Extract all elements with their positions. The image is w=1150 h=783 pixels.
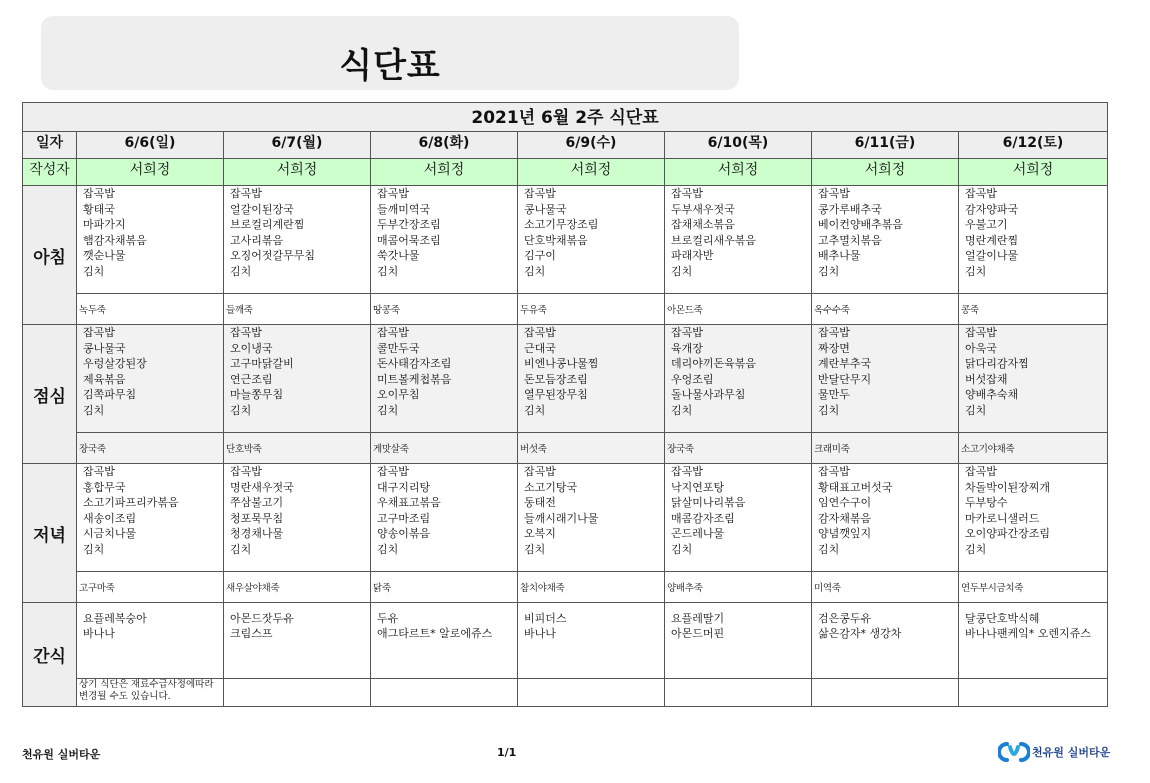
menu-item: 김치 [524, 542, 546, 556]
menu-item: 소고기파프리카볶음 [83, 496, 179, 509]
menu-item: 콩나물국 [83, 341, 126, 355]
snack-note-empty [371, 679, 518, 707]
breakfast-porridge-cell: 땅콩죽 [371, 294, 518, 325]
menu-item: 두부새우젓국 [671, 202, 735, 216]
snack-item: 두유 [377, 612, 399, 625]
dinner-porridge-cell: 참치야채죽 [518, 572, 665, 603]
menu-item: 우불고기 [965, 218, 1008, 231]
snack-cell [665, 603, 812, 679]
menu-item: 쑥갓나물 [377, 249, 420, 262]
menu-item: 차돌박이된장찌개 [965, 480, 1051, 494]
breakfast-cell [665, 186, 812, 294]
lunch-cell [224, 325, 371, 433]
menu-item: 열무된장무침 [524, 388, 588, 401]
footer-logo-text: 천유원 실버타운 [1032, 746, 1111, 759]
menu-item: 돌나물사과무침 [671, 388, 746, 401]
breakfast-cell [518, 186, 665, 294]
menu-item: 양송이볶음 [377, 527, 431, 540]
breakfast-porridge-cell: 아몬드죽 [665, 294, 812, 325]
menu-item: 홍합무국 [83, 480, 126, 494]
menu-item: 잡곡밥 [818, 326, 850, 339]
menu-item: 잡곡밥 [230, 465, 262, 478]
menu-item: 배추나물 [818, 249, 861, 262]
menu-item: 잡곡밥 [230, 187, 262, 200]
menu-item: 김치 [965, 542, 987, 556]
menu-item: 두부간장조림 [377, 218, 441, 231]
writer-cell: 서희정 [812, 159, 959, 186]
menu-item: 육개장 [671, 341, 703, 355]
menu-item: 햄감자채볶음 [83, 233, 147, 247]
date-header: 6/6(일) [77, 132, 224, 159]
snack-item: 아몬드머핀 [671, 627, 725, 640]
menu-item: 물만두 [818, 388, 850, 401]
menu-item: 황태국 [83, 202, 115, 216]
menu-item: 김치 [671, 542, 693, 556]
menu-item: 오이양파간장조림 [965, 527, 1051, 540]
date-header: 6/8(화) [371, 132, 518, 159]
menu-item: 임연수구이 [818, 496, 872, 509]
snack-note-empty [518, 679, 665, 707]
menu-item: 돈모듬장조림 [524, 372, 588, 386]
menu-item: 마카로니샐러드 [965, 511, 1040, 525]
dinner-cell [518, 464, 665, 572]
dinner-cell [665, 464, 812, 572]
snack-item: 바나나 [524, 627, 556, 640]
menu-item: 김치 [83, 542, 105, 556]
menu-item: 잡곡밥 [83, 465, 115, 478]
menu-item: 고사리볶음 [230, 233, 284, 247]
breakfast-label: 아침 [23, 186, 77, 325]
lunch-cell [518, 325, 665, 433]
snack-item: 바나나팬케잌* 오렌지쥬스 [965, 627, 1091, 640]
menu-item: 김치 [965, 264, 987, 278]
menu-item: 고추멸치볶음 [818, 233, 882, 247]
menu-item: 잡곡밥 [671, 326, 703, 339]
menu-item: 고구마조림 [377, 511, 431, 525]
breakfast-porridge-cell: 옥수수죽 [812, 294, 959, 325]
breakfast-cell [77, 186, 224, 294]
menu-item: 잡곡밥 [377, 326, 409, 339]
snack-item: 바나나 [83, 627, 115, 640]
snack-cell [224, 603, 371, 679]
menu-item: 연근조림 [230, 372, 273, 386]
snack-cell [518, 603, 665, 679]
menu-item: 버섯잡채 [965, 372, 1008, 386]
snack-item: 달콩단호박식혜 [965, 612, 1040, 625]
snack-cell [812, 603, 959, 679]
writer-cell: 서희정 [665, 159, 812, 186]
menu-item: 황태표고버섯국 [818, 480, 893, 494]
snack-note-empty [812, 679, 959, 707]
menu-item: 소고기무장조림 [524, 218, 599, 231]
menu-item: 김치 [83, 264, 105, 278]
menu-item: 잡곡밥 [524, 187, 556, 200]
menu-item: 잡곡밥 [377, 465, 409, 478]
menu-item: 시금치나물 [83, 527, 137, 540]
breakfast-porridge-cell: 들깨죽 [224, 294, 371, 325]
menu-item: 브로컬리새우볶음 [671, 233, 757, 247]
meal-plan-table [22, 102, 1108, 707]
menu-item: 김치 [230, 403, 252, 417]
menu-item: 매콤감자조림 [671, 511, 735, 525]
menu-item: 고구마닭갈비 [230, 357, 294, 370]
writer-cell: 서희정 [224, 159, 371, 186]
menu-item: 양배추숙채 [965, 388, 1019, 401]
snack-cell [77, 603, 224, 679]
snack-item: 요플레딸기 [671, 612, 725, 625]
date-header: 6/12(토) [959, 132, 1108, 159]
menu-item: 감자채볶음 [818, 511, 872, 525]
menu-item: 김구이 [524, 249, 556, 262]
menu-item: 깻순나물 [83, 249, 126, 262]
snack-item: 검은콩두유 [818, 612, 872, 625]
dinner-porridge-cell: 연두부시금치죽 [959, 572, 1108, 603]
writer-cell: 서희정 [77, 159, 224, 186]
menu-item: 오이냉국 [230, 341, 273, 355]
dinner-cell [224, 464, 371, 572]
dinner-cell [77, 464, 224, 572]
menu-item: 제육볶음 [83, 372, 126, 386]
lunch-cell [77, 325, 224, 433]
menu-item: 청포묵무침 [230, 511, 284, 525]
menu-item: 계란부추국 [818, 357, 872, 370]
page-title-box [41, 16, 739, 90]
menu-item: 들깨미역국 [377, 202, 431, 216]
snack-item: 아몬드잣두유 [230, 612, 294, 625]
date-row-label: 일자 [23, 132, 77, 159]
menu-item: 닭다리감자찜 [965, 357, 1029, 370]
lunch-porridge-cell: 장국죽 [77, 433, 224, 464]
menu-item: 청경채나물 [230, 527, 284, 540]
menu-item: 짜장면 [818, 341, 850, 355]
dinner-cell [812, 464, 959, 572]
snack-cell [371, 603, 518, 679]
breakfast-porridge-cell: 두유죽 [518, 294, 665, 325]
snack-note-empty [959, 679, 1108, 707]
menu-item: 콩나물국 [524, 202, 567, 216]
menu-item: 낙지연포탕 [671, 480, 725, 494]
menu-item: 김치 [965, 403, 987, 417]
snack-note-empty [224, 679, 371, 707]
menu-item: 새송이조림 [83, 511, 137, 525]
menu-item: 김치 [230, 542, 252, 556]
menu-item: 두부탕수 [965, 496, 1008, 509]
lunch-label: 점심 [23, 325, 77, 464]
menu-item: 잡곡밥 [83, 326, 115, 339]
breakfast-cell [959, 186, 1108, 294]
menu-item: 마파가지 [83, 218, 126, 231]
menu-item: 김쪽파무침 [83, 388, 137, 401]
menu-item: 오복지 [524, 527, 556, 540]
menu-item: 잡곡밥 [524, 326, 556, 339]
menu-item: 명란계란찜 [965, 233, 1019, 247]
lunch-cell [812, 325, 959, 433]
chunyuwon-logo-icon [998, 741, 1030, 763]
snack-note-empty [665, 679, 812, 707]
menu-item: 소고기탕국 [524, 480, 578, 494]
menu-item: 곤드레나물 [671, 527, 725, 540]
menu-item: 오징어젓갈무무침 [230, 249, 316, 262]
menu-item: 김치 [671, 403, 693, 417]
menu-item: 잡곡밥 [671, 465, 703, 478]
menu-item: 김치 [818, 542, 840, 556]
menu-item: 오이무침 [377, 388, 420, 401]
dinner-porridge-cell: 미역죽 [812, 572, 959, 603]
menu-item: 닭살미나리볶음 [671, 496, 746, 509]
menu-item: 동태전 [524, 496, 556, 509]
menu-item: 감자양파국 [965, 202, 1019, 216]
menu-item: 단호박채볶음 [524, 233, 588, 247]
snack-item: 삶은감자* 생강차 [818, 627, 902, 640]
menu-item: 잡곡밥 [524, 465, 556, 478]
menu-item: 콩가루배추국 [818, 202, 882, 216]
menu-item: 잡곡밥 [818, 465, 850, 478]
menu-item: 김치 [524, 264, 546, 278]
menu-item: 양념깻잎지 [818, 527, 872, 540]
breakfast-porridge-cell: 콩죽 [959, 294, 1108, 325]
snack-cell [959, 603, 1108, 679]
lunch-porridge-cell: 버섯죽 [518, 433, 665, 464]
lunch-porridge-cell: 크래미죽 [812, 433, 959, 464]
menu-item: 김치 [524, 403, 546, 417]
menu-item: 얼갈이나물 [965, 249, 1019, 262]
menu-item: 김치 [230, 264, 252, 278]
snack-item: 요플레복숭아 [83, 612, 147, 625]
dinner-label: 저녁 [23, 464, 77, 603]
menu-item: 아욱국 [965, 341, 997, 355]
dinner-porridge-cell: 고구마죽 [77, 572, 224, 603]
snack-label: 간식 [23, 603, 77, 707]
lunch-porridge-cell: 소고기야채죽 [959, 433, 1108, 464]
menu-item: 우엉조림 [671, 372, 714, 386]
date-header: 6/11(금) [812, 132, 959, 159]
snack-note: 상기 식단은 재료수급사정에따라 변경될 수도 있습니다. [77, 679, 224, 707]
menu-item: 반달단무지 [818, 372, 872, 386]
menu-item: 김치 [818, 264, 840, 278]
writer-cell: 서희정 [371, 159, 518, 186]
snack-item: 비피더스 [524, 612, 567, 625]
dinner-porridge-cell: 양배추죽 [665, 572, 812, 603]
date-header: 6/10(목) [665, 132, 812, 159]
dinner-cell [371, 464, 518, 572]
menu-item: 파래자반 [671, 249, 714, 262]
menu-item: 베이컨양배추볶음 [818, 218, 904, 231]
snack-item: 크림스프 [230, 627, 273, 640]
menu-item: 김치 [377, 542, 399, 556]
menu-item: 매콤어묵조림 [377, 233, 441, 247]
menu-item: 미트볼케첩볶음 [377, 372, 452, 386]
breakfast-cell [812, 186, 959, 294]
writer-row-label: 작성자 [23, 159, 77, 186]
page-title: 식단표 [339, 46, 441, 86]
lunch-porridge-cell: 장국죽 [665, 433, 812, 464]
menu-item: 쭈삼불고기 [230, 496, 284, 509]
lunch-cell [371, 325, 518, 433]
menu-item: 김치 [377, 264, 399, 278]
date-header: 6/9(수) [518, 132, 665, 159]
menu-item: 잡곡밥 [377, 187, 409, 200]
menu-item: 명란새우젓국 [230, 480, 294, 494]
footer-page-number: 1/1 [497, 746, 517, 759]
breakfast-cell [224, 186, 371, 294]
footer-logo [998, 741, 1110, 763]
menu-item: 김치 [377, 403, 399, 417]
menu-item: 마늘쫑무침 [230, 388, 284, 401]
snack-item: 애그타르트* 알로에쥬스 [377, 627, 493, 640]
menu-item: 돈사태감자조림 [377, 357, 452, 370]
writer-cell: 서희정 [959, 159, 1108, 186]
breakfast-porridge-cell: 녹두죽 [77, 294, 224, 325]
menu-item: 김치 [818, 403, 840, 417]
menu-item: 우채표고볶음 [377, 496, 441, 509]
footer-org-name: 천유원 실버타운 [22, 748, 101, 761]
lunch-porridge-cell: 게맛살죽 [371, 433, 518, 464]
lunch-cell [665, 325, 812, 433]
menu-item: 잡곡밥 [671, 187, 703, 200]
table-title: 2021년 6월 2주 식단표 [23, 103, 1108, 132]
menu-item: 잡곡밥 [230, 326, 262, 339]
date-header: 6/7(월) [224, 132, 371, 159]
menu-item: 김치 [83, 403, 105, 417]
dinner-porridge-cell: 새우살야채죽 [224, 572, 371, 603]
lunch-cell [959, 325, 1108, 433]
menu-item: 잡곡밥 [965, 187, 997, 200]
menu-item: 대구지리탕 [377, 480, 431, 494]
lunch-porridge-cell: 단호박죽 [224, 433, 371, 464]
breakfast-cell [371, 186, 518, 294]
dinner-porridge-cell: 닭죽 [371, 572, 518, 603]
menu-item: 우렁살강된장 [83, 357, 147, 370]
menu-item: 브로컬리계란찜 [230, 218, 305, 231]
menu-item: 얼갈이된장국 [230, 202, 294, 216]
dinner-cell [959, 464, 1108, 572]
menu-item: 잡곡밥 [83, 187, 115, 200]
menu-item: 근대국 [524, 341, 556, 355]
menu-item: 콜만두국 [377, 341, 420, 355]
writer-cell: 서희정 [518, 159, 665, 186]
menu-item: 잡곡밥 [818, 187, 850, 200]
menu-item: 김치 [671, 264, 693, 278]
menu-item: 들깨시래기나물 [524, 511, 599, 525]
menu-item: 잡곡밥 [965, 326, 997, 339]
menu-item: 잡채채소볶음 [671, 218, 735, 231]
menu-item: 잡곡밥 [965, 465, 997, 478]
menu-item: 비엔나콩나물찜 [524, 357, 599, 370]
menu-item: 데리야끼돈육볶음 [671, 357, 757, 370]
